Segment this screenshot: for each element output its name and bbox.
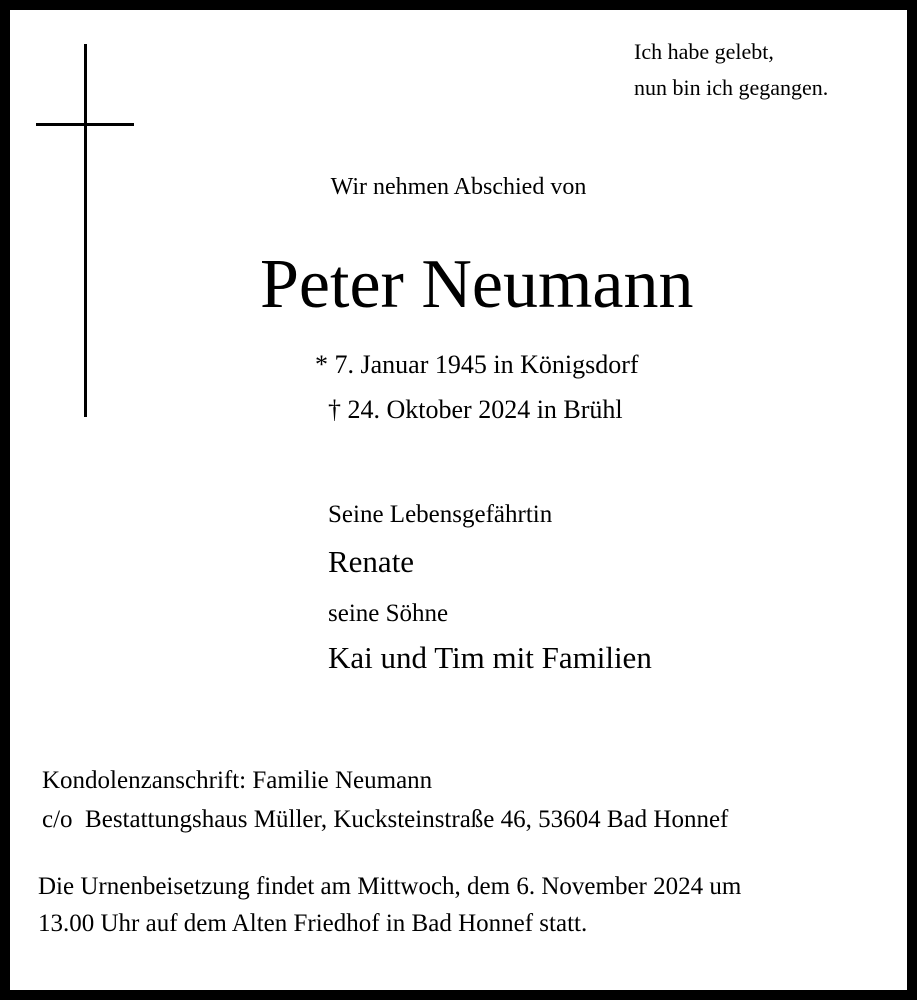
condolence-address-line-1: Kondolenzanschrift: Familie Neumann xyxy=(42,767,433,794)
cross-icon-horizontal xyxy=(36,123,134,126)
birth-date: * 7. Januar 1945 in Königsdorf xyxy=(315,350,639,379)
deceased-name: Peter Neumann xyxy=(260,246,694,323)
mourner-sons-names: Kai und Tim mit Familien xyxy=(328,640,652,675)
motto-line-2: nun bin ich gegangen. xyxy=(634,75,829,100)
mourner-partner-name: Renate xyxy=(328,544,415,579)
cross-icon-vertical xyxy=(84,44,87,417)
obituary-notice xyxy=(10,10,907,990)
relation-sons: seine Söhne xyxy=(328,600,449,627)
motto xyxy=(634,34,828,106)
relation-partner: Seine Lebensgefährtin xyxy=(328,501,553,528)
motto-line-1: Ich habe gelebt, xyxy=(634,39,774,64)
intro-text: Wir nehmen Abschied von xyxy=(330,174,587,200)
funeral-info-line-2: 13.00 Uhr auf dem Alten Friedhof in Bad Honnef statt. xyxy=(38,910,588,937)
funeral-info-line-1: Die Urnenbeisetzung findet am Mittwoch, dem 6. November 2024 um xyxy=(38,873,742,900)
death-date: † 24. Oktober 2024 in Brühl xyxy=(328,395,623,424)
condolence-address-line-2: c/o Bestattungshaus Müller, Kucksteinstraße 46, 53604 Bad Honnef xyxy=(42,806,729,833)
